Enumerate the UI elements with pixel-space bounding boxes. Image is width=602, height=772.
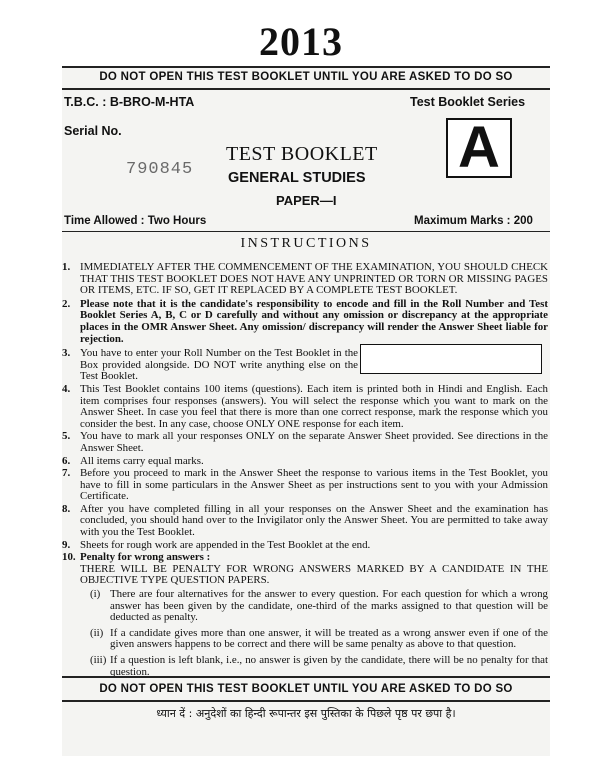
instructions-list: [62, 262, 548, 682]
subitem-number: (ii): [90, 626, 104, 639]
instruction-item: [62, 456, 548, 468]
instruction-item: [62, 262, 548, 297]
instruction-item: [62, 468, 548, 503]
instruction-item: [62, 504, 548, 539]
instruction-text: Sheets for rough work are appended in the Test Booklet at the end.: [80, 538, 371, 551]
instruction-item: [62, 540, 548, 552]
instruction-text: Please note that it is the candidate's responsibility to encode and fill in the Roll Number and Test Booklet Series A, B, C or D carefully and without any omission or discrepancy at the appropriate places in the OMR Answer Sheet. Any omission/ discrepancy will render the Answer Sheet liable for rejection.: [80, 297, 548, 345]
serial-number: 790845: [126, 160, 194, 179]
instruction-number: 1.: [62, 261, 71, 273]
instruction-text: IMMEDIATELY AFTER THE COMMENCEMENT OF THE EXAMINATION, YOU SHOULD CHECK THAT THIS TEST BOOKLET DOES NOT HAVE ANY UNPRINTED OR TORN OR MISSING PAGES OR ITEMS, ETC. IF SO, GET IT REPLACED BY A COMPLETE TEST BOOKLET.: [80, 261, 548, 297]
max-marks: Maximum Marks : 200: [414, 215, 533, 227]
penalty-subitem: [80, 628, 548, 651]
divider-bottom: [62, 676, 550, 678]
warning-banner-bottom: DO NOT OPEN THIS TEST BOOKLET UNTIL YOU ARE ASKED TO DO SO: [99, 683, 513, 695]
instruction-item: [62, 348, 548, 383]
divider-top: [62, 66, 550, 68]
instructions-heading: INSTRUCTIONS: [240, 236, 372, 251]
serial-label: Serial No.: [64, 124, 122, 138]
subitem-text: There are four alternatives for the answer to every question. For each question for which a wrong answer has been given by the candidate, one-third of the marks assigned to that question will be deducted as penalty.: [110, 588, 548, 624]
booklet-title: TEST BOOKLET: [226, 143, 378, 165]
instruction-number: 10.: [62, 551, 76, 564]
instruction-item: [62, 299, 548, 345]
series-letter: A: [458, 115, 500, 180]
year-heading: 2013: [259, 19, 343, 64]
subitem-text: If a question is left blank, i.e., no answer is given by the candidate, there will be no penalty for that question.: [110, 654, 548, 678]
instruction-number: 9.: [62, 538, 71, 551]
instruction-item: [62, 431, 548, 454]
subject-title: GENERAL STUDIES: [228, 170, 366, 186]
hindi-note: ध्यान दें : अनुदेशों का हिन्दी रूपान्तर इस पुस्तिका के पिछले पृष्ठ पर छपा है।: [156, 707, 456, 720]
instruction-number: 5.: [62, 430, 71, 443]
series-letter-box: [446, 115, 512, 180]
instruction-number: 2.: [62, 297, 71, 310]
series-label: Test Booklet Series: [410, 95, 526, 109]
paper-number: PAPER—I: [276, 193, 337, 208]
instruction-number: 8.: [62, 502, 71, 515]
penalty-title: Penalty for wrong answers :: [80, 551, 211, 564]
instruction-item: [62, 384, 548, 430]
instruction-text: You have to enter your Roll Number on the Test Booklet in the Box provided alongside. DO NOT write anything else on the Test Booklet.: [80, 347, 358, 383]
instruction-text: Before you proceed to mark in the Answer Sheet the response to various items in the Test Booklet, you have to fill in some particulars in the Answer Sheet as per instructions sent to you with your Admission Certificate.: [80, 467, 548, 503]
warning-banner-top: DO NOT OPEN THIS TEST BOOKLET UNTIL YOU ARE ASKED TO DO SO: [99, 71, 513, 83]
penalty-subitem: [80, 655, 548, 678]
instruction-item: [62, 552, 548, 678]
instruction-number: 6.: [62, 454, 71, 467]
instruction-number: 4.: [62, 382, 71, 395]
instruction-number: 3.: [62, 347, 71, 360]
divider-mid: [62, 231, 550, 232]
instruction-text: THERE WILL BE PENALTY FOR WRONG ANSWERS MARKED BY A CANDIDATE IN THE OBJECTIVE TYPE QUESTION PAPERS.: [80, 562, 548, 587]
instruction-number: 7.: [62, 467, 71, 480]
subitem-number: (iii): [90, 654, 107, 666]
tbc-code: T.B.C. : B-BRO-M-HTA: [64, 95, 195, 109]
penalty-subitem: [80, 589, 548, 624]
penalty-subitems: [80, 589, 548, 678]
instruction-text: All items carry equal marks.: [80, 454, 204, 467]
subitem-number: (i): [90, 588, 101, 601]
subitem-text: If a candidate gives more than one answer, it will be treated as a wrong answer even if one of the given answers happens to be correct and there will be same penalty as above to that question.: [110, 626, 548, 651]
time-allowed: Time Allowed : Two Hours: [64, 215, 207, 227]
divider-bottom-2: [62, 700, 550, 702]
instruction-text: After you have completed filling in all your responses on the Answer Sheet and the examination has concluded, you should hand over to the Invigilator only the Answer Sheet. You are permitted to take away with you the Test Booklet.: [80, 502, 548, 539]
divider-top-2: [62, 88, 550, 90]
instruction-text: You have to mark all your responses ONLY on the separate Answer Sheet provided. See directions in the Answer Sheet.: [80, 430, 548, 454]
instruction-text: This Test Booklet contains 100 items (questions). Each item is printed both in Hindi and English. Each item comprises four responses (answers). You will select the response which you want to mark on the Answer Sheet. In case you feel that there is more than one correct response, mark the response which you consider the best. In any case, choose ONLY ONE response for each item.: [80, 382, 548, 430]
